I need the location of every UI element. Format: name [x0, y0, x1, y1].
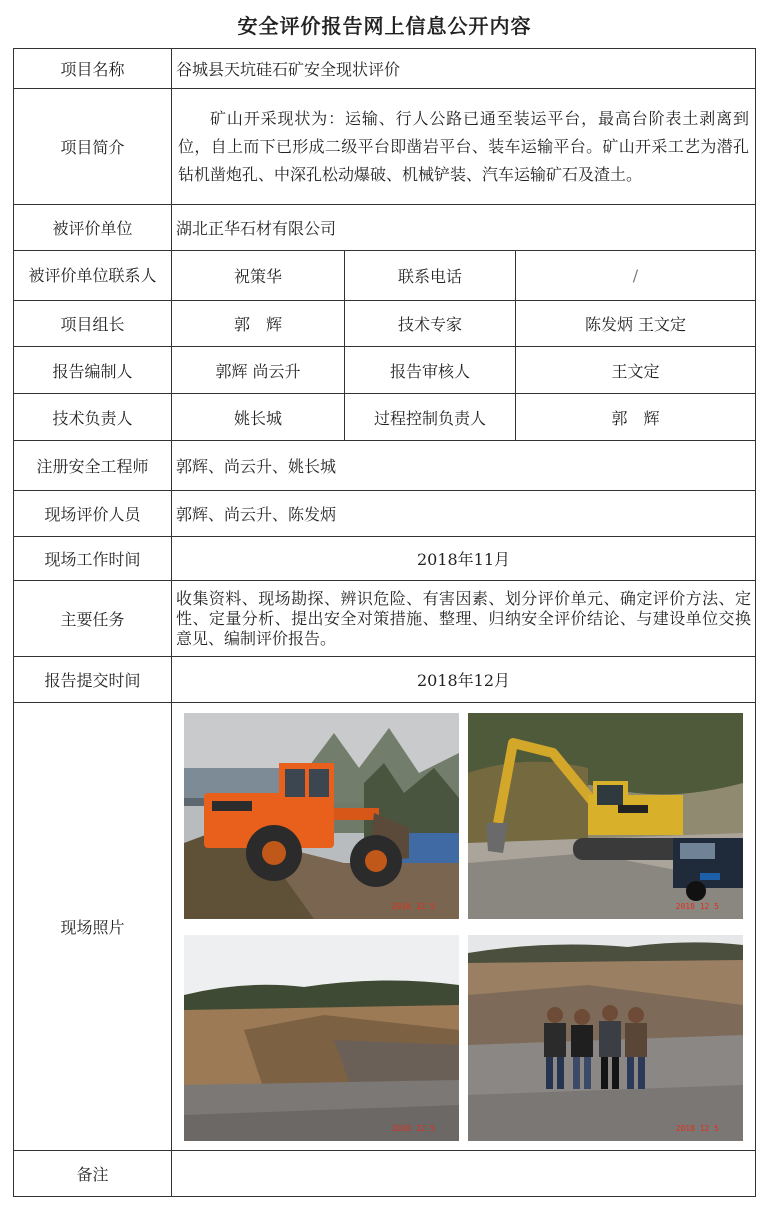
project-intro-cell	[172, 89, 756, 205]
wheel-loader-photo	[184, 713, 459, 919]
excavator-illustration	[468, 713, 743, 919]
photos-cell	[172, 703, 756, 1151]
team-at-quarry-illustration	[468, 935, 743, 1141]
project-intro-value: 矿山开采现状为：运输、行人公路已通至装运平台，最高台阶表土剥离到位，自上而下已形成二级平台即凿岩平台、装车运输平台。矿山开采工艺为潜孔钻机凿炮孔、中深孔松动爆破、机械铲装、汽车运输矿石及渣土。	[178, 108, 749, 184]
work-time-value: 2018年11月	[172, 537, 756, 581]
process-value: 郭 辉	[516, 394, 756, 441]
photo-date-stamp: 2018 12 5	[391, 1123, 435, 1133]
remarks-label: 备注	[14, 1151, 172, 1197]
contact-label: 被评价单位联系人	[14, 251, 172, 301]
row-evaluated-unit	[14, 205, 756, 251]
engineers-label: 注册安全工程师	[14, 441, 172, 491]
contact-value: 祝策华	[172, 251, 345, 301]
tasks-label: 主要任务	[14, 581, 172, 657]
row-remarks	[14, 1151, 756, 1197]
tech-lead-label: 技术负责人	[14, 394, 172, 441]
row-work-time	[14, 537, 756, 581]
process-label: 过程控制负责人	[345, 394, 516, 441]
tasks-cell	[172, 581, 756, 657]
tasks-value: 收集资料、现场勘探、辨识危险、有害因素、划分评价单元、确定评价方法、定性、定量分析、提出安全对策措施、整理、归纳安全评价结论、与建设单位交换意见、编制评价报告。	[176, 588, 751, 648]
compiler-value: 郭辉 尚云升	[172, 347, 345, 394]
excavator-photo	[468, 713, 743, 919]
page-title: 安全评价报告网上信息公开内容	[237, 14, 532, 38]
photo-date-stamp: 2018 12 5	[675, 901, 719, 911]
leader-value: 郭 辉	[172, 301, 345, 347]
row-photos	[14, 703, 756, 1151]
photos-label: 现场照片	[14, 703, 172, 1151]
submit-time-label: 报告提交时间	[14, 657, 172, 703]
row-tasks	[14, 581, 756, 657]
phone-label: 联系电话	[345, 251, 516, 301]
row-site-staff	[14, 491, 756, 537]
expert-value: 陈发炳 王文定	[516, 301, 756, 347]
compiler-label: 报告编制人	[14, 347, 172, 394]
wheel-loader-illustration	[184, 713, 459, 919]
reviewer-label: 报告审核人	[345, 347, 516, 394]
evaluated-unit-value: 湖北正华石材有限公司	[172, 205, 756, 251]
engineers-value: 郭辉、尚云升、姚长城	[172, 441, 756, 491]
row-engineers	[14, 441, 756, 491]
quarry-face-photo	[184, 935, 459, 1141]
phone-value: /	[516, 251, 756, 301]
photo-date-stamp: 2018 12 5	[391, 901, 435, 911]
project-intro-label: 项目简介	[14, 89, 172, 205]
submit-time-value: 2018年12月	[172, 657, 756, 703]
report-table	[13, 48, 756, 1197]
site-staff-value: 郭辉、尚云升、陈发炳	[172, 491, 756, 537]
project-name-value: 谷城县天坑硅石矿安全现状评价	[172, 49, 756, 89]
work-time-label: 现场工作时间	[14, 537, 172, 581]
quarry-face-illustration	[184, 935, 459, 1141]
row-tech-lead	[14, 394, 756, 441]
row-compiler	[14, 347, 756, 394]
team-at-quarry-photo	[468, 935, 743, 1141]
reviewer-value: 王文定	[516, 347, 756, 394]
row-leader	[14, 301, 756, 347]
tech-lead-value: 姚长城	[172, 394, 345, 441]
photo-grid	[172, 705, 755, 1149]
row-project-name	[14, 49, 756, 89]
row-contact	[14, 251, 756, 301]
leader-label: 项目组长	[14, 301, 172, 347]
evaluated-unit-label: 被评价单位	[14, 205, 172, 251]
photo-date-stamp: 2018 12 5	[675, 1123, 719, 1133]
project-name-label: 项目名称	[14, 49, 172, 89]
remarks-value	[172, 1151, 756, 1197]
row-submit-time	[14, 657, 756, 703]
row-project-intro	[14, 89, 756, 205]
site-staff-label: 现场评价人员	[14, 491, 172, 537]
expert-label: 技术专家	[345, 301, 516, 347]
